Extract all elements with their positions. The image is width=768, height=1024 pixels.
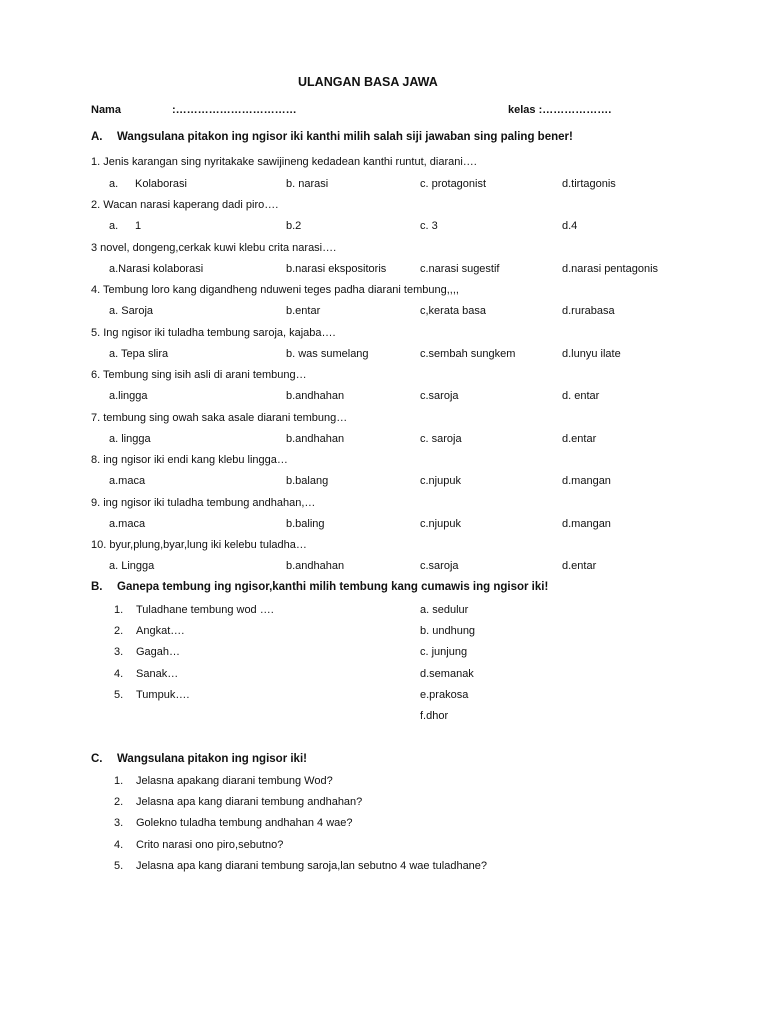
question-5: 5. Ing ngisor iki tuladha tembung saroja, kajaba…. — [91, 327, 336, 339]
option-d[interactable]: d.entar — [562, 560, 597, 572]
option-c[interactable]: c.saroja — [420, 560, 459, 572]
nama-label: Nama — [91, 104, 121, 116]
option-c[interactable]: c. saroja — [420, 433, 462, 445]
option-c[interactable]: c. protagonist — [420, 178, 487, 190]
option-a[interactable]: a.maca — [109, 475, 146, 487]
option-a[interactable]: a.Narasi kolaborasi — [109, 263, 204, 275]
option-d[interactable]: d.mangan — [562, 475, 611, 487]
option-d[interactable]: d.tirtagonis — [562, 178, 616, 190]
question-10: 10. byur,plung,byar,lung iki kelebu tuladha… — [91, 539, 307, 551]
matching-answer: c. junjung — [420, 646, 468, 658]
option-d[interactable]: d.4 — [562, 220, 578, 232]
option-b[interactable]: b.andhahan — [286, 433, 345, 445]
section-a-letter: A. — [91, 131, 103, 143]
matching-answer: e.prakosa — [420, 689, 469, 701]
essay-question: Golekno tuladha tembung andhahan 4 wae? — [136, 817, 353, 829]
option-b[interactable]: b.narasi ekspositoris — [286, 263, 387, 275]
item-number: 2. — [114, 796, 124, 808]
question-9: 9. ing ngisor iki tuladha tembung andhahan,… — [91, 497, 316, 509]
option-b[interactable]: b.entar — [286, 305, 321, 317]
item-number: 4. — [114, 668, 124, 680]
question-1: 1. Jenis karangan sing nyritakake sawijineng kedadean kanthi runtut, diarani…. — [91, 156, 477, 168]
question-7: 7. tembung sing owah saka asale diarani tembung… — [91, 412, 348, 424]
option-a[interactable]: a. Lingga — [109, 560, 155, 572]
option-c[interactable]: c.sembah sungkem — [420, 348, 516, 360]
item-number: 5. — [114, 860, 124, 872]
question-3: 3 novel, dongeng,cerkak kuwi klebu crita narasi…. — [91, 242, 337, 254]
option-a[interactable]: a.maca — [109, 518, 146, 530]
option-b[interactable]: b. was sumelang — [286, 348, 369, 360]
option-label: a. — [109, 220, 119, 232]
nama-field[interactable]: :…………………………… — [172, 104, 297, 116]
option-a[interactable]: a. Tepa slira — [109, 348, 169, 360]
option-d[interactable]: d.entar — [562, 433, 597, 445]
option-c[interactable]: c.saroja — [420, 390, 459, 402]
item-number: 1. — [114, 775, 124, 787]
option-c[interactable]: c.narasi sugestif — [420, 263, 500, 275]
question-2: 2. Wacan narasi kaperang dadi piro…. — [91, 199, 279, 211]
question-8: 8. ing ngisor iki endi kang klebu lingga… — [91, 454, 288, 466]
matching-item: Angkat…. — [136, 625, 185, 637]
option-b[interactable]: b.baling — [286, 518, 325, 530]
option-a[interactable]: a. lingga — [109, 433, 151, 445]
option-d[interactable]: d.rurabasa — [562, 305, 615, 317]
matching-item: Tumpuk…. — [136, 689, 190, 701]
option-c[interactable]: c. 3 — [420, 220, 438, 232]
item-number: 1. — [114, 604, 124, 616]
option-b[interactable]: b.2 — [286, 220, 302, 232]
essay-question: Jelasna apakang diarani tembung Wod? — [136, 775, 333, 787]
matching-item: Tuladhane tembung wod …. — [136, 604, 274, 616]
option-c[interactable]: c,kerata basa — [420, 305, 487, 317]
item-number: 3. — [114, 817, 124, 829]
item-number: 5. — [114, 689, 124, 701]
option-c[interactable]: c.njupuk — [420, 475, 461, 487]
question-4: 4. Tembung loro kang digandheng nduweni teges padha diarani tembung,,,, — [91, 284, 459, 296]
matching-answer-extra: f.dhor — [420, 710, 449, 722]
section-c-instruction: Wangsulana pitakon ing ngisor iki! — [117, 753, 307, 765]
item-number: 4. — [114, 839, 124, 851]
option-a[interactable]: Kolaborasi — [135, 178, 187, 190]
essay-question: Crito narasi ono piro,sebutno? — [136, 839, 284, 851]
option-b[interactable]: b.balang — [286, 475, 329, 487]
option-a[interactable]: a.lingga — [109, 390, 148, 402]
option-a[interactable]: a. Saroja — [109, 305, 154, 317]
item-number: 3. — [114, 646, 124, 658]
option-b[interactable]: b.andhahan — [286, 390, 345, 402]
matching-answer: a. sedulur — [420, 604, 469, 616]
matching-item: Gagah… — [136, 646, 181, 658]
option-d[interactable]: d. entar — [562, 390, 600, 402]
option-d[interactable]: d.narasi pentagonis — [562, 263, 659, 275]
essay-question: Jelasna apa kang diarani tembung saroja,lan sebutno 4 wae tuladhane? — [136, 860, 488, 872]
option-label: a. — [109, 178, 119, 190]
matching-answer: b. undhung — [420, 625, 476, 637]
essay-question: Jelasna apa kang diarani tembung andhahan? — [136, 796, 363, 808]
option-b[interactable]: b. narasi — [286, 178, 329, 190]
option-a[interactable]: 1 — [135, 220, 142, 232]
section-b-letter: B. — [91, 581, 103, 593]
matching-item: Sanak… — [136, 668, 179, 680]
question-6: 6. Tembung sing isih asli di arani tembung… — [91, 369, 307, 381]
section-b-instruction: Ganepa tembung ing ngisor,kanthi milih tembung kang cumawis ing ngisor iki! — [117, 581, 549, 593]
section-a-instruction: Wangsulana pitakon ing ngisor iki kanthi milih salah siji jawaban sing paling bener! — [117, 131, 573, 143]
kelas-field[interactable]: kelas :………………. — [508, 104, 612, 116]
option-b[interactable]: b.andhahan — [286, 560, 345, 572]
item-number: 2. — [114, 625, 124, 637]
page-title: ULANGAN BASA JAWA — [298, 75, 438, 89]
section-c-letter: C. — [91, 753, 103, 765]
matching-answer: d.semanak — [420, 668, 474, 680]
option-d[interactable]: d.lunyu ilate — [562, 348, 621, 360]
option-c[interactable]: c.njupuk — [420, 518, 461, 530]
option-d[interactable]: d.mangan — [562, 518, 611, 530]
